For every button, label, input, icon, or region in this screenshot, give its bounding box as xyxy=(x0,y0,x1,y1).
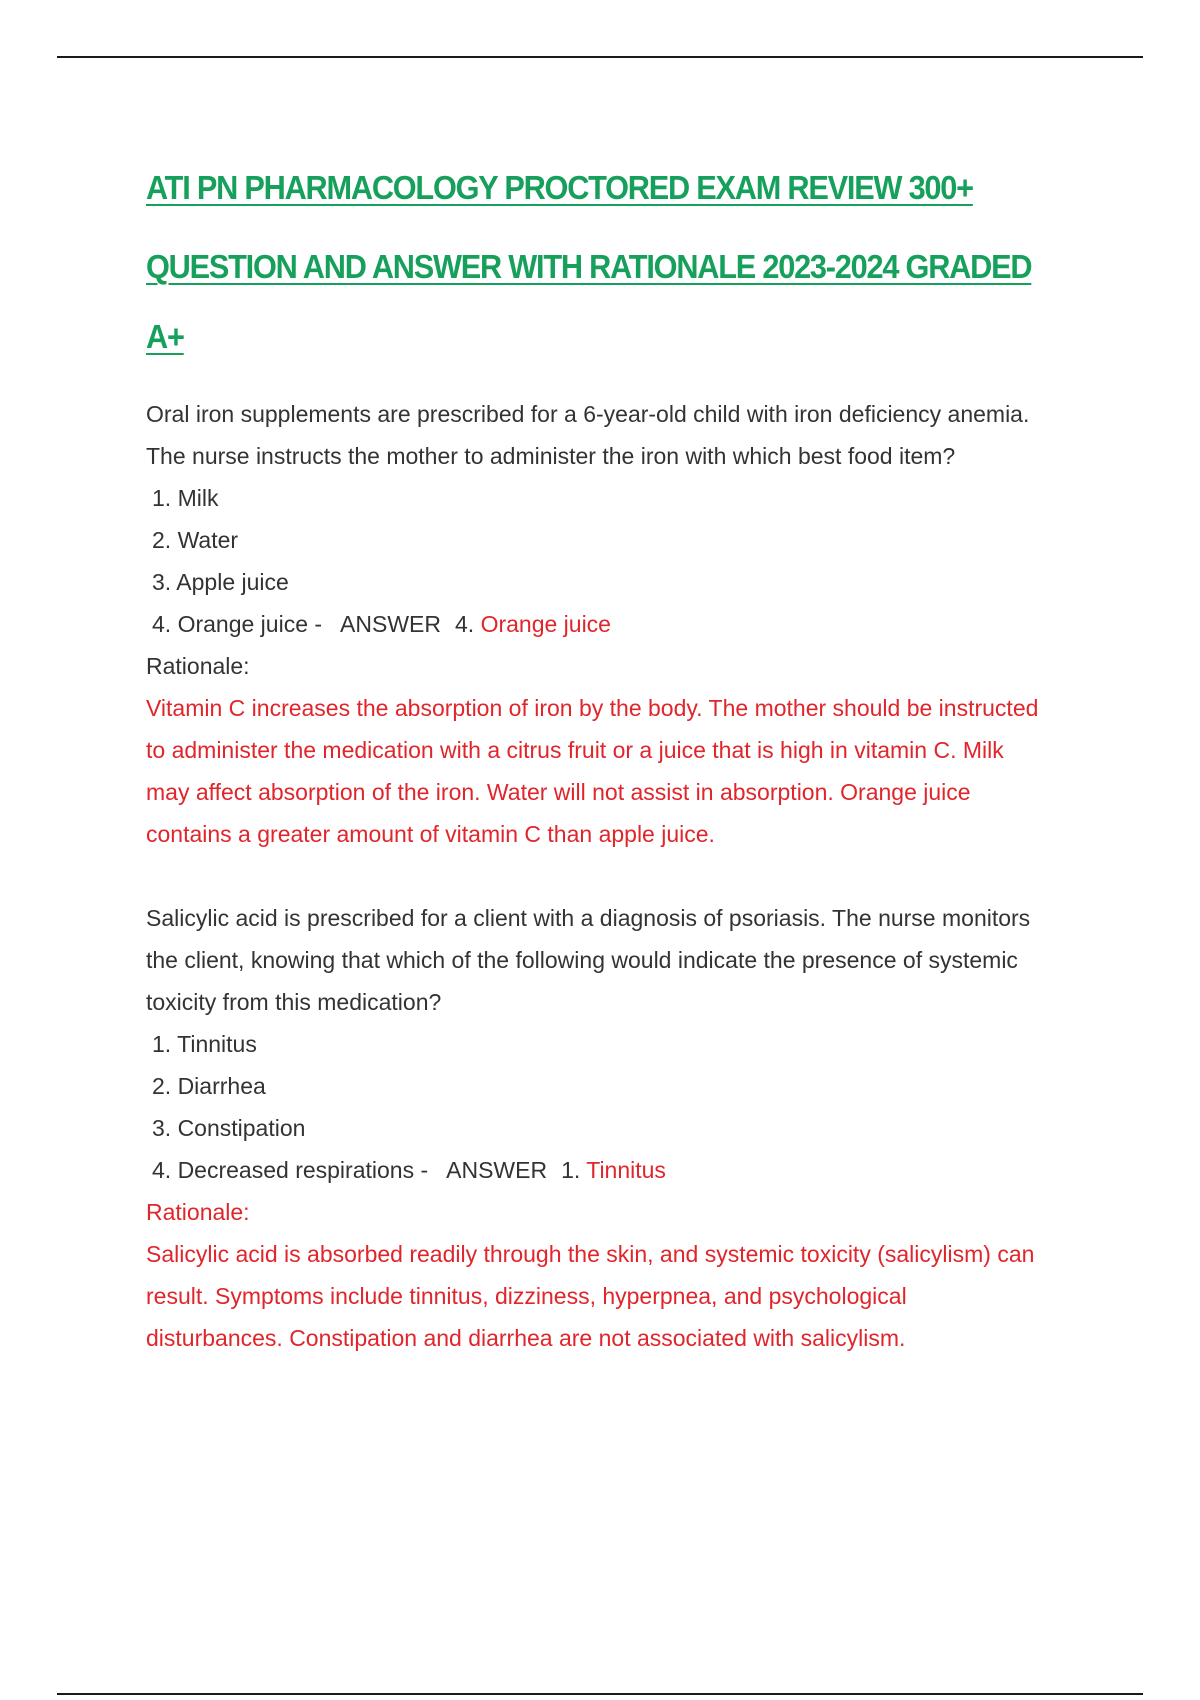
question-1-answer-label: ANSWER xyxy=(340,611,441,637)
question-1-rationale-line-4: contains a greater amount of vitamin C than apple juice. xyxy=(146,821,715,847)
question-2-stem-line-2: the client, knowing that which of the following would indicate the presence of systemic xyxy=(146,947,1018,973)
question-1-stem-line-1: Oral iron supplements are prescribed for a 6-year-old child with iron deficiency anemia. xyxy=(146,401,1030,427)
question-1-rationale-line-1: Vitamin C increases the absorption of iron by the body. The mother should be instructed xyxy=(146,695,1039,721)
question-1-option-4-with-answer xyxy=(146,603,1096,645)
question-1-stem-line-2: The nurse instructs the mother to administer the iron with which best food item? xyxy=(146,443,956,469)
question-2-stem-line-1: Salicylic acid is prescribed for a client with a diagnosis of psoriasis. The nurse monitors xyxy=(146,905,1031,931)
question-2-rationale-line-1: Salicylic acid is absorbed readily through the skin, and systemic toxicity (salicylism) can xyxy=(146,1241,1035,1267)
question-2-answer-label: ANSWER xyxy=(446,1157,548,1183)
document-title xyxy=(146,148,1104,368)
question-2-stem-line-3: toxicity from this medication? xyxy=(146,989,442,1015)
question-2-rationale-line-2: result. Symptoms include tinnitus, dizziness, hyperpnea, and psychological xyxy=(146,1283,907,1309)
question-1-rationale-line-2: to administer the medication with a citrus fruit or a juice that is high in vitamin C. Milk xyxy=(146,737,1004,763)
question-block-2 xyxy=(146,897,1096,1359)
title-line-3: A+ xyxy=(146,318,184,355)
question-1-option-4: 4. Orange juice - xyxy=(152,611,323,637)
question-1-option-1: 1. Milk xyxy=(152,485,219,511)
title-line-2: QUESTION AND ANSWER WITH RATIONALE 2023-2024 GRADED xyxy=(146,248,1032,285)
question-2-option-3: 3. Constipation xyxy=(152,1115,306,1141)
question-2-option-4: 4. Decreased respirations - xyxy=(152,1157,429,1183)
question-2-option-2: 2. Diarrhea xyxy=(152,1073,266,1099)
question-2-rationale-line-3: disturbances. Constipation and diarrhea are not associated with salicylism. xyxy=(146,1325,906,1351)
question-2-option-4-with-answer xyxy=(146,1149,1096,1191)
question-2-option-1: 1. Tinnitus xyxy=(152,1031,257,1057)
header-rule xyxy=(57,56,1143,58)
question-1-option-2: 2. Water xyxy=(152,527,239,553)
footer-rule xyxy=(57,1693,1143,1695)
question-2-answer-text: Tinnitus xyxy=(586,1157,666,1183)
question-1-option-3: 3. Apple juice xyxy=(152,569,289,595)
question-1-rationale-label: Rationale: xyxy=(146,653,250,679)
question-1-answer-number: 4. xyxy=(454,611,475,637)
page-content xyxy=(146,148,1096,1359)
question-spacer xyxy=(146,855,1096,897)
title-line-1: ATI PN PHARMACOLOGY PROCTORED EXAM REVIEW 300+ xyxy=(146,169,973,206)
question-block-1 xyxy=(146,393,1096,855)
question-2-rationale-label: Rationale: xyxy=(146,1199,250,1225)
question-1-answer-text: Orange juice xyxy=(480,611,611,637)
question-2-answer-number: 1. xyxy=(561,1157,581,1183)
question-1-rationale-line-3: may affect absorption of the iron. Water will not assist in absorption. Orange juice xyxy=(146,779,971,805)
